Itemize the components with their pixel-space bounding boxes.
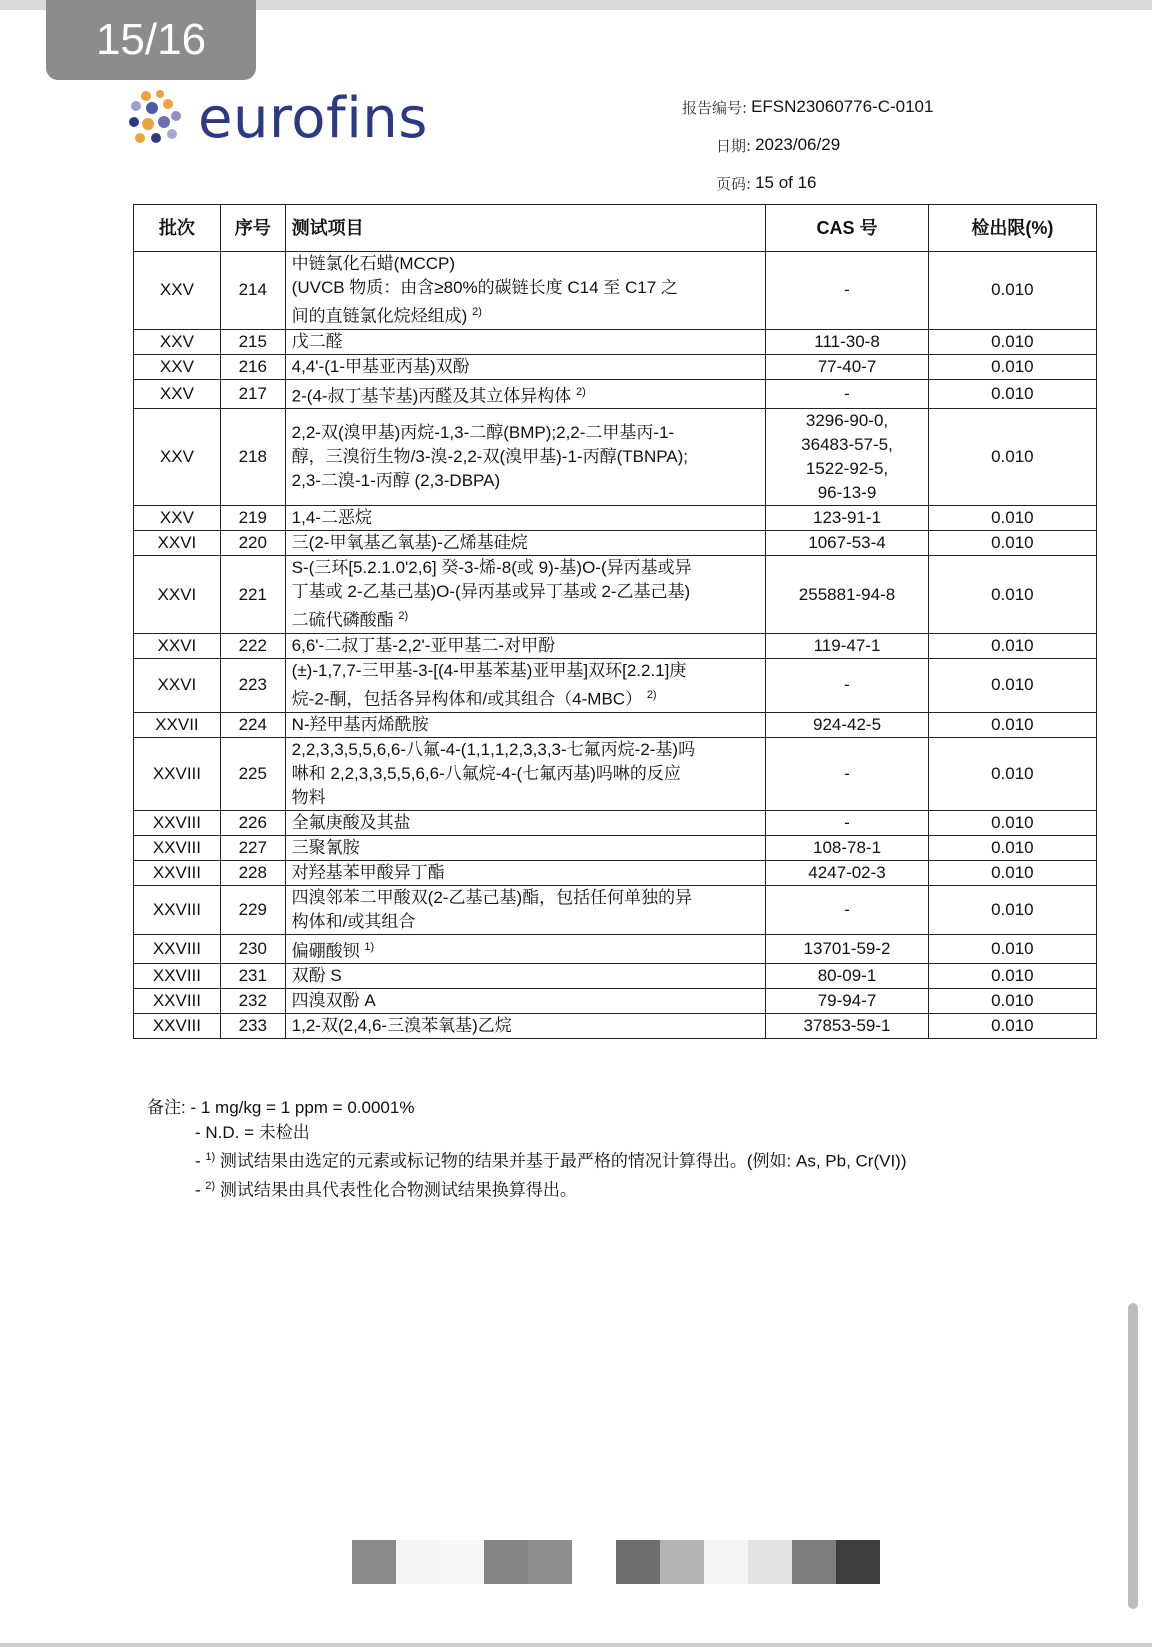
cell-batch: XXVIII bbox=[134, 860, 221, 885]
cell-limit: 0.010 bbox=[928, 633, 1096, 658]
cell-limit: 0.010 bbox=[928, 379, 1096, 409]
table-row bbox=[134, 712, 1097, 737]
cell-cas-line: 1522-92-5, bbox=[805, 459, 889, 479]
cell-cas-line: 80-09-1 bbox=[817, 966, 877, 986]
note-line-4 bbox=[147, 1174, 907, 1203]
table-row bbox=[134, 379, 1097, 409]
table-row bbox=[134, 633, 1097, 658]
cell-cas-line: - bbox=[844, 675, 850, 695]
cell-cas bbox=[766, 379, 928, 409]
cell-item-text: 间的直链氯化烷烃组成) bbox=[291, 306, 468, 326]
cell-item-line bbox=[292, 762, 760, 786]
note-line-2 bbox=[147, 1120, 907, 1145]
cell-cas-line: 4247-02-3 bbox=[808, 862, 886, 882]
report-page: 15 of 16 bbox=[755, 173, 817, 192]
stamp-block bbox=[748, 1540, 792, 1584]
cell-cas-line: 36483-57-5, bbox=[801, 435, 893, 455]
table-row bbox=[134, 1014, 1097, 1039]
cell-cas-line: 77-40-7 bbox=[817, 356, 877, 376]
cell-cas-line: 96-13-9 bbox=[817, 483, 877, 503]
cell-item-text: N-羟甲基丙烯酰胺 bbox=[291, 714, 429, 734]
cell-seq: 224 bbox=[220, 712, 285, 737]
cell-seq: 222 bbox=[220, 633, 285, 658]
cell-limit: 0.010 bbox=[928, 964, 1096, 989]
cell-item bbox=[285, 989, 766, 1014]
cell-seq: 220 bbox=[220, 531, 285, 556]
cell-cas bbox=[766, 934, 928, 964]
cell-cas-line: - bbox=[844, 383, 850, 403]
cell-limit: 0.010 bbox=[928, 712, 1096, 737]
report-date-row bbox=[682, 126, 1022, 164]
table-row bbox=[134, 506, 1097, 531]
cell-seq: 225 bbox=[220, 737, 285, 810]
cell-cas-line: 108-78-1 bbox=[812, 837, 882, 857]
cell-item-text: 四溴邻苯二甲酸双(2-乙基己基)酯，包括任何单独的异 bbox=[291, 887, 693, 907]
cell-item bbox=[285, 409, 766, 506]
header-limit: 检出限(%) bbox=[928, 205, 1096, 252]
cell-batch: XXV bbox=[134, 329, 221, 354]
cell-seq: 233 bbox=[220, 1014, 285, 1039]
cell-limit: 0.010 bbox=[928, 810, 1096, 835]
cell-batch: XXV bbox=[134, 506, 221, 531]
cell-cas bbox=[766, 354, 928, 379]
cell-item bbox=[285, 712, 766, 737]
cell-batch: XXVIII bbox=[134, 989, 221, 1014]
note-sup-4: 2) bbox=[205, 1179, 216, 1192]
cell-item-line bbox=[292, 506, 760, 530]
cell-item bbox=[285, 252, 766, 330]
cell-seq: 227 bbox=[220, 835, 285, 860]
cell-cas-line: 924-42-5 bbox=[812, 714, 882, 734]
cell-item-line bbox=[292, 445, 760, 469]
cell-cas-line: 255881-94-8 bbox=[798, 584, 896, 604]
cell-cas-line: 111-30-8 bbox=[814, 331, 880, 351]
cell-batch: XXVIII bbox=[134, 885, 221, 934]
logo-wordmark: eurofins bbox=[198, 86, 428, 151]
note-text-4: 测试结果由具代表性化合物测试结果换算得出。 bbox=[215, 1180, 577, 1200]
cell-limit: 0.010 bbox=[928, 329, 1096, 354]
cell-limit: 0.010 bbox=[928, 252, 1096, 330]
cell-item-line bbox=[292, 683, 760, 712]
cell-item-text: 对羟基苯甲酸异丁酯 bbox=[291, 862, 445, 882]
table-body bbox=[134, 252, 1097, 1039]
note-prefix-4: - bbox=[195, 1180, 206, 1200]
cell-cas bbox=[766, 860, 928, 885]
table-row bbox=[134, 658, 1097, 712]
cell-item-line bbox=[292, 556, 760, 580]
note-line-1 bbox=[147, 1095, 907, 1120]
cell-seq: 223 bbox=[220, 658, 285, 712]
cell-limit: 0.010 bbox=[928, 556, 1096, 634]
report-number: EFSN23060776-C-0101 bbox=[751, 97, 934, 116]
cell-seq: 219 bbox=[220, 506, 285, 531]
eurofins-logo bbox=[126, 86, 428, 151]
cell-cas bbox=[766, 989, 928, 1014]
cell-seq: 221 bbox=[220, 556, 285, 634]
cell-batch: XXVIII bbox=[134, 835, 221, 860]
cell-item-line bbox=[292, 421, 760, 445]
cell-cas bbox=[766, 409, 928, 506]
cell-item bbox=[285, 860, 766, 885]
cell-cas bbox=[766, 531, 928, 556]
cell-item-line bbox=[292, 836, 760, 860]
cell-cas bbox=[766, 810, 928, 835]
cell-seq: 229 bbox=[220, 885, 285, 934]
cell-limit: 0.010 bbox=[928, 835, 1096, 860]
stamp-block bbox=[528, 1540, 572, 1584]
cell-seq: 232 bbox=[220, 989, 285, 1014]
notes bbox=[147, 1095, 907, 1202]
cell-seq: 214 bbox=[220, 252, 285, 330]
cell-cas-line: 123-91-1 bbox=[812, 508, 882, 528]
cell-item-line bbox=[292, 811, 760, 835]
table-row bbox=[134, 934, 1097, 964]
cell-item-line bbox=[292, 861, 760, 885]
header-item: 测试项目 bbox=[285, 205, 766, 252]
cell-seq: 231 bbox=[220, 964, 285, 989]
note-text-2: - N.D. = 未检出 bbox=[195, 1123, 310, 1142]
report-page-row bbox=[682, 164, 1022, 202]
cell-limit: 0.010 bbox=[928, 1014, 1096, 1039]
cell-limit: 0.010 bbox=[928, 409, 1096, 506]
stamp-block bbox=[572, 1540, 616, 1584]
cell-item-line bbox=[292, 910, 760, 934]
report-date-label: 日期: bbox=[716, 136, 752, 155]
stamp-block bbox=[792, 1540, 836, 1584]
cell-cas bbox=[766, 885, 928, 934]
cell-cas bbox=[766, 633, 928, 658]
cell-item-text: 四溴双酚 A bbox=[291, 991, 376, 1011]
eurofins-logo-icon bbox=[126, 88, 188, 150]
table-header-row bbox=[134, 205, 1097, 252]
cell-item bbox=[285, 1014, 766, 1039]
table-row bbox=[134, 531, 1097, 556]
cell-item-text: 醇，三溴衍生物/3-溴-2,2-双(溴甲基)-1-丙醇(TBNPA); bbox=[291, 447, 689, 467]
note-prefix-3: - bbox=[195, 1151, 206, 1171]
stamp-block bbox=[484, 1540, 528, 1584]
cell-limit: 0.010 bbox=[928, 658, 1096, 712]
cell-cas bbox=[766, 506, 928, 531]
cell-batch: XXVIII bbox=[134, 964, 221, 989]
cell-batch: XXVI bbox=[134, 633, 221, 658]
cell-batch: XXVIII bbox=[134, 1014, 221, 1039]
cell-item-text: 2,3-二溴-1-丙醇 (2,3-DBPA) bbox=[291, 471, 501, 491]
cell-batch: XXVII bbox=[134, 712, 221, 737]
stamp-block bbox=[704, 1540, 748, 1584]
cell-limit: 0.010 bbox=[928, 354, 1096, 379]
cell-cas-line: - bbox=[844, 763, 850, 783]
report-page-label: 页码: bbox=[716, 174, 752, 193]
cell-cas bbox=[766, 964, 928, 989]
cell-item bbox=[285, 835, 766, 860]
cell-cas-line: 1067-53-4 bbox=[808, 533, 886, 553]
cell-cas bbox=[766, 737, 928, 810]
cell-item-text: 全氟庚酸及其盐 bbox=[291, 812, 411, 832]
cell-item-text: 啉和 2,2,3,3,5,5,6,6-八氟烷-4-(七氟丙基)吗啉的反应 bbox=[291, 763, 681, 783]
cell-item-line bbox=[292, 355, 760, 379]
cell-batch: XXV bbox=[134, 252, 221, 330]
table-row bbox=[134, 354, 1097, 379]
cell-item-text: S-(三环[5.2.1.0'2,6] 癸-3-烯-8(或 9)-基)O-(异丙基或异 bbox=[291, 558, 692, 578]
footnote-marker: 1) bbox=[364, 940, 375, 953]
cell-seq: 228 bbox=[220, 860, 285, 885]
notes-label: 备注: bbox=[147, 1098, 186, 1117]
cell-limit: 0.010 bbox=[928, 531, 1096, 556]
cell-seq: 216 bbox=[220, 354, 285, 379]
header-cas: CAS 号 bbox=[766, 205, 928, 252]
stamp-block bbox=[352, 1540, 396, 1584]
cell-batch: XXVIII bbox=[134, 737, 221, 810]
note-sup-3: 1) bbox=[205, 1151, 216, 1163]
cell-seq: 215 bbox=[220, 329, 285, 354]
cell-batch: XXV bbox=[134, 354, 221, 379]
cell-item-text: 2,2-双(溴甲基)丙烷-1,3-二醇(BMP);2,2-二甲基丙-1- bbox=[291, 423, 675, 443]
report-date: 2023/06/29 bbox=[755, 135, 841, 154]
cell-cas bbox=[766, 1014, 928, 1039]
cell-limit: 0.010 bbox=[928, 737, 1096, 810]
cell-item-line bbox=[292, 580, 760, 604]
cell-item-line bbox=[292, 330, 760, 354]
cell-item-text: 6,6'-二叔丁基-2,2'-亚甲基二-对甲酚 bbox=[291, 635, 556, 655]
table-row bbox=[134, 810, 1097, 835]
cell-item-text: 戊二醛 bbox=[291, 331, 343, 351]
cell-cas-line: 119-47-1 bbox=[813, 635, 881, 655]
stamp-block bbox=[396, 1540, 440, 1584]
cell-limit: 0.010 bbox=[928, 860, 1096, 885]
cell-cas bbox=[766, 329, 928, 354]
stamp-block bbox=[660, 1540, 704, 1584]
cell-item bbox=[285, 329, 766, 354]
cell-item bbox=[285, 934, 766, 964]
cell-item-text: 2-(4-叔丁基苄基)丙醛及其立体异构体 bbox=[291, 386, 572, 406]
cell-cas bbox=[766, 712, 928, 737]
table-row bbox=[134, 885, 1097, 934]
cell-limit: 0.010 bbox=[928, 989, 1096, 1014]
cell-item-line bbox=[292, 604, 760, 633]
cell-cas-line: 37853-59-1 bbox=[803, 1016, 891, 1036]
report-number-row bbox=[682, 88, 1022, 126]
cell-batch: XXV bbox=[134, 379, 221, 409]
table-row bbox=[134, 860, 1097, 885]
footnote-marker: 2) bbox=[472, 306, 482, 318]
cell-item bbox=[285, 633, 766, 658]
table-row bbox=[134, 252, 1097, 330]
cell-seq: 217 bbox=[220, 379, 285, 409]
cell-limit: 0.010 bbox=[928, 885, 1096, 934]
report-meta bbox=[682, 88, 1022, 202]
scrollbar[interactable] bbox=[1128, 1303, 1138, 1609]
cell-item-line bbox=[292, 989, 760, 1013]
cell-item bbox=[285, 885, 766, 934]
cell-item-line bbox=[292, 886, 760, 910]
cell-item-text: (UVCB 物质：由含≥80%的碳链长度 C14 至 C17 之 bbox=[291, 278, 678, 297]
page-indicator: 15/16 bbox=[46, 0, 256, 80]
cell-cas bbox=[766, 252, 928, 330]
cell-cas-line: 13701-59-2 bbox=[803, 938, 891, 958]
cell-item-text: 构体和/或其组合 bbox=[291, 911, 416, 931]
cell-item-line bbox=[292, 786, 760, 810]
cell-seq: 218 bbox=[220, 409, 285, 506]
cell-item-text: (±)-1,7,7-三甲基-3-[(4-甲基苯基)亚甲基]双环[2.2.1]庚 bbox=[291, 660, 687, 680]
report-number-label: 报告编号: bbox=[682, 98, 748, 117]
cell-item-line bbox=[292, 1014, 760, 1038]
cell-item-text: 二硫代磷酸酯 bbox=[291, 610, 394, 630]
cell-batch: XXVI bbox=[134, 531, 221, 556]
cell-item bbox=[285, 379, 766, 409]
cell-cas-line: 79-94-7 bbox=[817, 991, 877, 1011]
footnote-marker: 2) bbox=[398, 610, 409, 623]
note-line-3 bbox=[147, 1145, 907, 1174]
cell-limit: 0.010 bbox=[928, 506, 1096, 531]
cell-seq: 230 bbox=[220, 934, 285, 964]
cell-item-line bbox=[292, 659, 760, 683]
cell-cas bbox=[766, 835, 928, 860]
table-row bbox=[134, 556, 1097, 634]
cell-item bbox=[285, 658, 766, 712]
cell-item-line bbox=[292, 380, 760, 409]
results-table bbox=[133, 204, 1097, 1039]
table-row bbox=[134, 329, 1097, 354]
cell-item-line bbox=[292, 469, 760, 493]
cell-batch: XXVI bbox=[134, 556, 221, 634]
cell-item-text: 偏硼酸钡 bbox=[291, 941, 360, 961]
cell-batch: XXV bbox=[134, 409, 221, 506]
cell-item-text: 1,4-二恶烷 bbox=[291, 508, 372, 528]
cell-cas bbox=[766, 658, 928, 712]
cell-batch: XXVI bbox=[134, 658, 221, 712]
cell-batch: XXVIII bbox=[134, 810, 221, 835]
cell-item-text: 物料 bbox=[291, 787, 326, 807]
bottom-divider bbox=[0, 1643, 1152, 1647]
cell-item-text: 双酚 S bbox=[291, 966, 342, 986]
note-text-1: - 1 mg/kg = 1 ppm = 0.0001% bbox=[190, 1098, 415, 1117]
note-text-3: 测试结果由选定的元素或标记物的结果并基于最严格的情况计算得出。(例如: As, Pb, Cr(VI)) bbox=[215, 1151, 907, 1171]
pixelated-stamp bbox=[352, 1540, 880, 1584]
cell-item-line bbox=[292, 964, 760, 988]
stamp-block bbox=[440, 1540, 484, 1584]
cell-limit: 0.010 bbox=[928, 934, 1096, 964]
cell-seq: 226 bbox=[220, 810, 285, 835]
cell-item-text: 中链氯化石蜡(MCCP) bbox=[291, 254, 456, 273]
cell-item-text: 2,2,3,3,5,5,6,6-八氟-4-(1,1,1,2,3,3,3-七氟丙烷-2-基)吗 bbox=[291, 739, 696, 759]
cell-item-text: 烷-2-酮，包括各异构体和/或其组合（4-MBC） bbox=[291, 689, 643, 709]
table-row bbox=[134, 835, 1097, 860]
cell-item-line bbox=[292, 738, 760, 762]
table-row bbox=[134, 964, 1097, 989]
cell-item bbox=[285, 737, 766, 810]
cell-item bbox=[285, 531, 766, 556]
cell-cas-line: 3296-90-0, bbox=[805, 411, 889, 431]
cell-cas-line: - bbox=[844, 812, 850, 832]
cell-item-text: 三(2-甲氧基乙氧基)-乙烯基硅烷 bbox=[291, 533, 528, 553]
cell-item-line bbox=[292, 276, 760, 300]
cell-item bbox=[285, 354, 766, 379]
table-row bbox=[134, 989, 1097, 1014]
cell-item-text: 丁基或 2-乙基己基)O-(异丙基或异丁基或 2-乙基己基) bbox=[291, 582, 691, 602]
cell-item-line bbox=[292, 713, 760, 737]
cell-item bbox=[285, 556, 766, 634]
footnote-marker: 2) bbox=[575, 385, 586, 398]
cell-cas-line: - bbox=[844, 899, 850, 919]
table-row bbox=[134, 409, 1097, 506]
cell-item-text: 1,2-双(2,4,6-三溴苯氧基)乙烷 bbox=[291, 1016, 512, 1036]
cell-item-line bbox=[292, 634, 760, 658]
cell-item-line bbox=[292, 935, 760, 964]
stamp-block bbox=[836, 1540, 880, 1584]
cell-item-line bbox=[292, 252, 760, 276]
cell-item bbox=[285, 810, 766, 835]
cell-cas-line: - bbox=[844, 280, 850, 300]
table-row bbox=[134, 737, 1097, 810]
cell-item bbox=[285, 506, 766, 531]
stamp-block bbox=[616, 1540, 660, 1584]
cell-item-line bbox=[292, 300, 760, 329]
cell-item-line bbox=[292, 531, 760, 555]
cell-cas bbox=[766, 556, 928, 634]
cell-batch: XXVIII bbox=[134, 934, 221, 964]
header-batch: 批次 bbox=[134, 205, 221, 252]
cell-item bbox=[285, 964, 766, 989]
cell-item-text: 4,4'-(1-甲基亚丙基)双酚 bbox=[291, 356, 470, 376]
header-seq: 序号 bbox=[220, 205, 285, 252]
cell-item-text: 三聚氰胺 bbox=[291, 837, 360, 857]
footnote-marker: 2) bbox=[646, 688, 657, 701]
